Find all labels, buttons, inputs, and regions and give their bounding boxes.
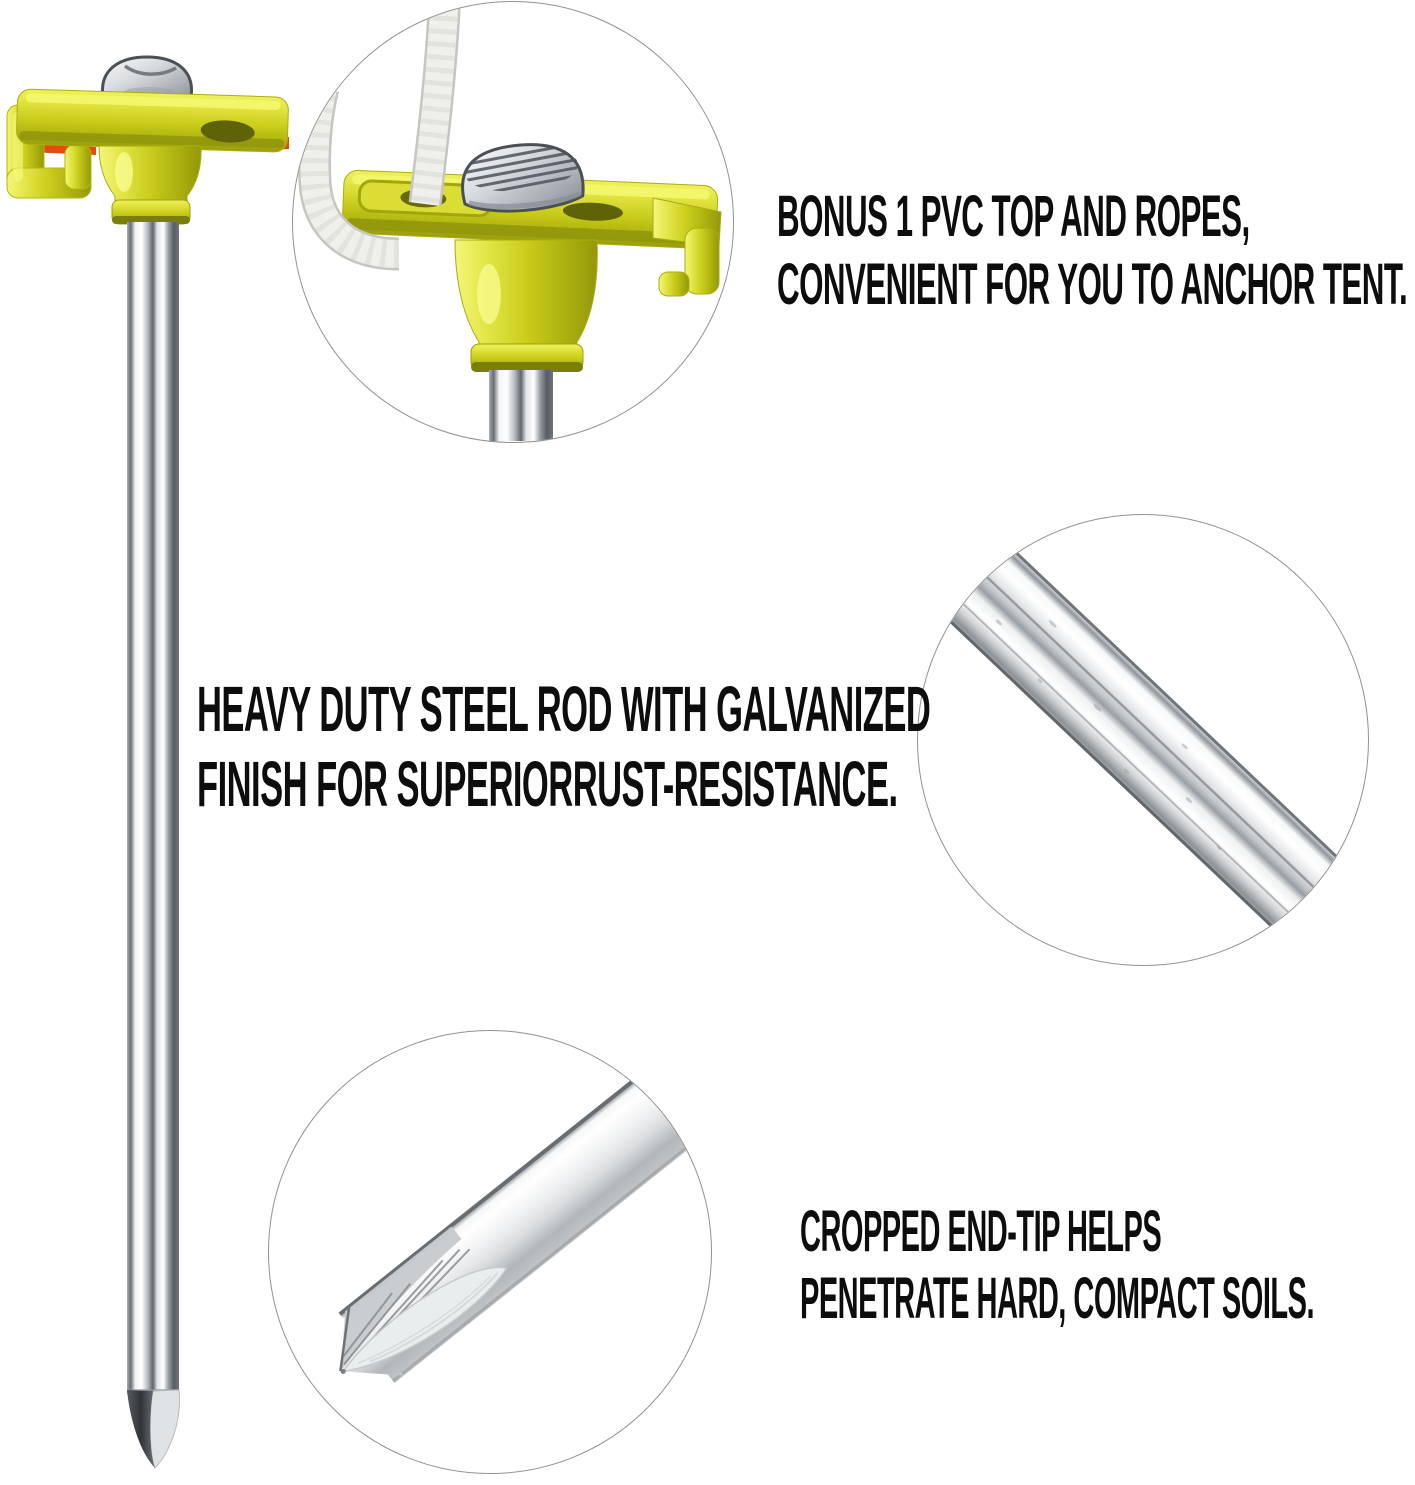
callout-line: PENETRATE HARD, COMPACT SOILS. [800,1266,1314,1331]
end-tip-detail-circle [268,1030,712,1474]
nail-head-detail [458,140,585,216]
steel-rod-shaft [127,222,179,1394]
callout-steel-rod [197,672,1415,822]
callout-line: FINISH FOR SUPERIORRUST-RESISTANCE. [197,748,898,820]
callout-line: CONVENIENT FOR YOU TO ANCHOR TENT. [777,252,1408,317]
callout-line: HEAVY DUTY STEEL ROD WITH GALVANIZED [197,673,931,745]
pvc-body-detail [455,240,597,372]
pvc-top-detail-circle [292,1,734,443]
end-tip-detail-image [269,1031,710,1472]
stake-tip [127,1389,179,1468]
steel-rod-detail [489,370,553,441]
pvc-top-detail-image [293,2,732,441]
pvc-body [99,146,201,224]
callout-pvc-top [777,183,1415,319]
callout-line: BONUS 1 PVC TOP AND ROPES, [777,184,1250,249]
pvc-top-bar [16,89,289,152]
callout-line: CROPPED END-TIP HELPS [800,1199,1162,1264]
callout-end-tip [800,1198,1415,1332]
